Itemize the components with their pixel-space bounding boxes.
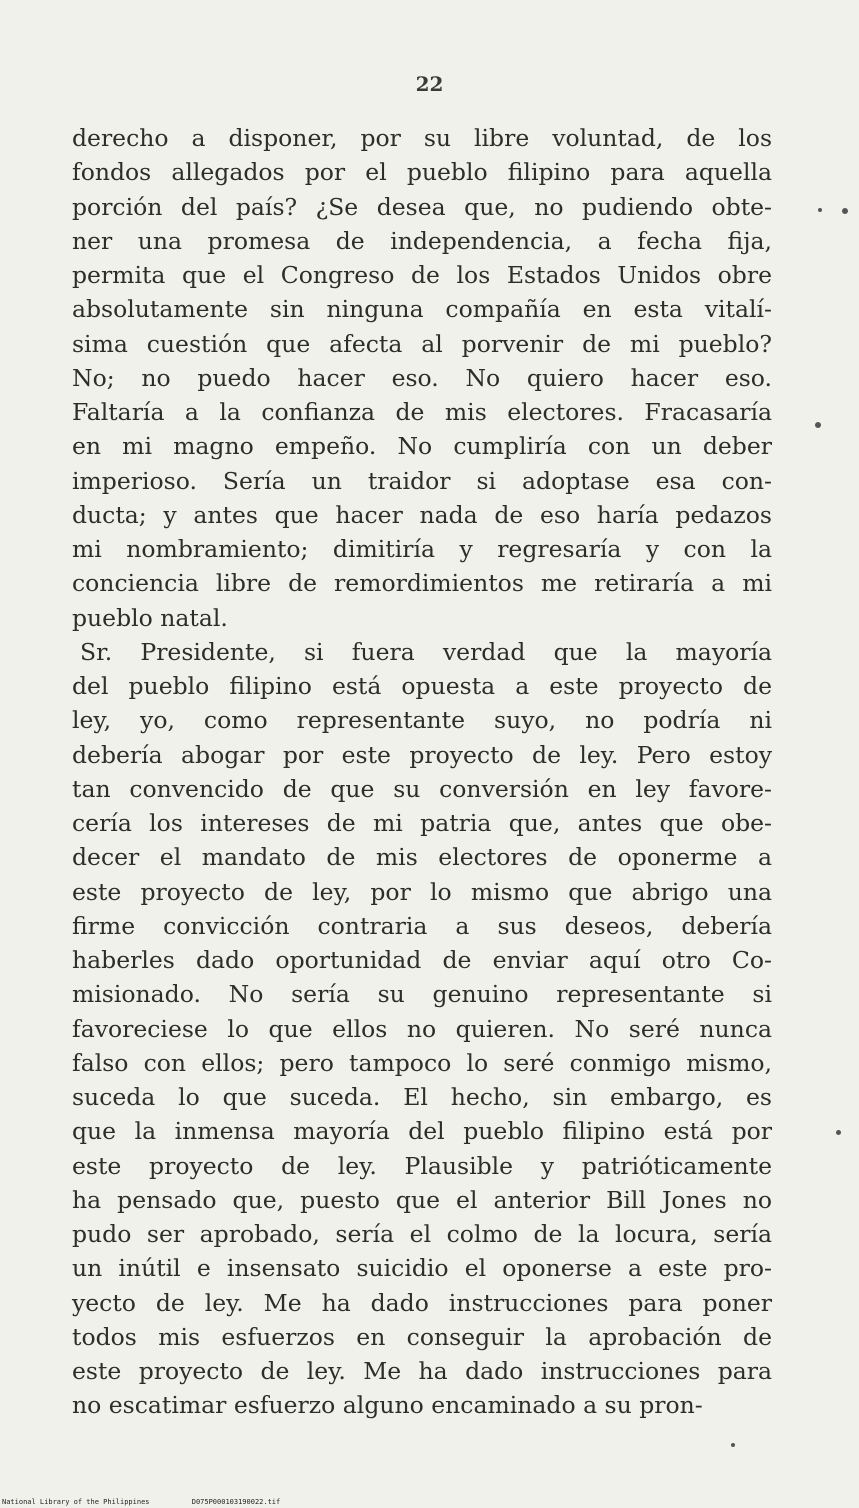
text-line: este proyecto de ley. Me ha dado instrucciones para xyxy=(72,1357,772,1385)
text-line: favoreciese lo que ellos no quieren. No seré nunca xyxy=(72,1014,772,1043)
text-line: absolutamente sin ninguna compañía en esta vitalí- xyxy=(72,295,772,324)
text-line: debería abogar por este proyecto de ley. Pero estoy xyxy=(72,740,772,769)
dust-speck xyxy=(815,422,821,428)
text-line: ley, yo, como representante suyo, no podría ni xyxy=(72,706,772,735)
text-line: Sr. Presidente, si fuera verdad que la mayoría xyxy=(80,637,772,666)
text-line: ducta; y antes que hacer nada de eso haría pedazos xyxy=(72,500,772,529)
text-line: que la inmensa mayoría del pueblo filipino está por xyxy=(72,1117,772,1146)
footer-library: National Library of the Philippines xyxy=(2,1498,150,1506)
page-number: 22 xyxy=(415,72,444,96)
text-line: falso con ellos; pero tampoco lo seré conmigo mismo, xyxy=(72,1048,772,1077)
text-line: un inútil e insensato suicidio el oponerse a este pro- xyxy=(72,1254,772,1283)
text-line: tan convencido de que su conversión en ley favore- xyxy=(72,774,772,803)
text-line: haberles dado oportunidad de enviar aquí otro Co- xyxy=(72,946,772,974)
text-line: este proyecto de ley, por lo mismo que abrigo una xyxy=(72,877,772,906)
dust-speck xyxy=(842,208,848,214)
text-line: ha pensado que, puesto que el anterior Bill Jones no xyxy=(72,1185,772,1214)
footer-filename: D075P000103190022.tif xyxy=(191,1498,281,1506)
text-line: permita que el Congreso de los Estados Unidos obre xyxy=(72,261,772,289)
text-line: misionado. No sería su genuino representante si xyxy=(72,980,772,1009)
text-line: este proyecto de ley. Plausible y patrióticamente xyxy=(72,1151,772,1180)
text-line: ner una promesa de independencia, a fecha fija, xyxy=(72,226,772,255)
text-line: No; no puedo hacer eso. No quiero hacer eso. xyxy=(72,363,772,392)
text-line: todos mis esfuerzos en conseguir la aprobación de xyxy=(72,1322,772,1351)
text-line: Faltaría a la confianza de mis electores. Fracasaría xyxy=(72,398,772,426)
text-line: cería los intereses de mi patria que, antes que obe- xyxy=(72,809,772,837)
text-line: derecho a disponer, por su libre voluntad, de los xyxy=(72,124,772,152)
dust-speck xyxy=(818,208,822,212)
text-line: firme convicción contraria a sus deseos, debería xyxy=(72,911,772,940)
body-text xyxy=(72,121,772,1423)
text-line: suceda lo que suceda. El hecho, sin embargo, es xyxy=(72,1083,772,1111)
text-line: imperioso. Sería un traidor si adoptase esa con- xyxy=(72,466,772,495)
text-line: en mi magno empeño. No cumpliría con un deber xyxy=(72,432,772,461)
text-line: decer el mandato de mis electores de oponerme a xyxy=(72,843,772,872)
dust-speck xyxy=(731,1443,735,1447)
scan-footer xyxy=(2,1498,318,1506)
dust-speck xyxy=(836,1130,841,1135)
text-line: pueblo natal. xyxy=(72,603,228,632)
text-line: yecto de ley. Me ha dado instrucciones para poner xyxy=(72,1288,772,1317)
text-line: mi nombramiento; dimitiría y regresaría y con la xyxy=(72,535,772,563)
text-line: fondos allegados por el pueblo filipino para aquella xyxy=(72,158,772,187)
text-line: pudo ser aprobado, sería el colmo de la locura, sería xyxy=(72,1220,772,1248)
text-line: conciencia libre de remordimientos me retiraría a mi xyxy=(72,569,772,598)
text-line: no escatimar esfuerzo alguno encaminado a su pron- xyxy=(72,1391,703,1420)
text-line: porción del país? ¿Se desea que, no pudiendo obte- xyxy=(72,192,772,221)
text-line: del pueblo filipino está opuesta a este proyecto de xyxy=(72,672,772,700)
text-line: sima cuestión que afecta al porvenir de mi pueblo? xyxy=(72,329,772,358)
